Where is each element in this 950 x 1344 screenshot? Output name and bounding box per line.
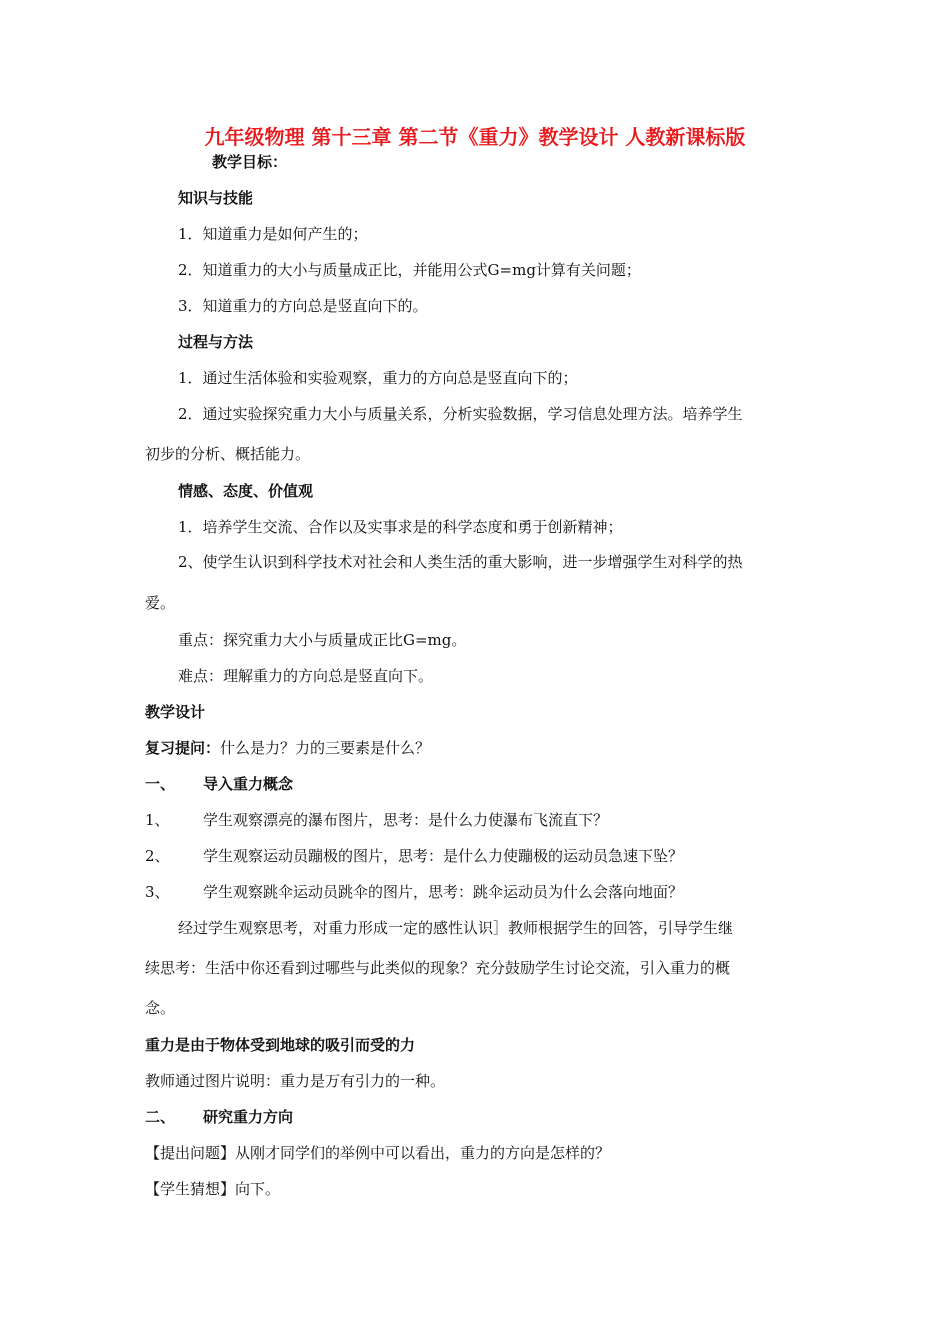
question-text: 从刚才同学们的举例中可以看出，重力的方向是怎样的？ (235, 1144, 611, 1162)
knowledge-item: 3．知道重力的方向总是竖直向下的。 (178, 297, 428, 315)
section-one-heading (145, 774, 293, 794)
attitude-item-continued: 爱。 (145, 594, 176, 612)
list-item (145, 882, 683, 902)
review-question (145, 738, 430, 758)
attitude-heading: 情感、态度、价值观 (178, 482, 314, 500)
list-item-number: 3、 (145, 883, 170, 901)
objectives-label: 教学目标： (212, 153, 288, 171)
process-item: 2．通过实验探究重力大小与质量关系，分析实验数据，学习信息处理方法。培养学生 (178, 405, 743, 423)
list-item-text: 学生观察跳伞运动员跳伞的图片，思考：跳伞运动员为什么会落向地面？ (203, 883, 684, 901)
knowledge-item: 2．知道重力的大小与质量成正比，并能用公式G=mg计算有关问题； (178, 261, 641, 279)
paragraph-line: 续思考：生活中你还看到过哪些与此类似的现象？充分鼓励学生讨论交流，引入重力的概 (145, 959, 731, 977)
list-item-number: 1、 (145, 811, 170, 829)
section-one-number: 一、 (145, 775, 176, 793)
section-two-title: 研究重力方向 (203, 1108, 294, 1126)
guess-text: 向下。 (235, 1180, 281, 1198)
gravity-definition: 重力是由于物体受到地球的吸引而受的力 (145, 1036, 416, 1054)
review-text: 什么是力？力的三要素是什么？ (220, 739, 431, 757)
list-item-text: 学生观察漂亮的瀑布图片，思考：是什么力使瀑布飞流直下？ (203, 811, 609, 829)
attitude-item: 1．培养学生交流、合作以及实事求是的科学态度和勇于创新精神； (178, 518, 623, 536)
attitude-item: 2、使学生认识到科学技术对社会和人类生活的重大影响，进一步增强学生对科学的热 (178, 553, 743, 571)
list-item (145, 846, 683, 866)
knowledge-item: 1．知道重力是如何产生的； (178, 225, 368, 243)
knowledge-heading: 知识与技能 (178, 189, 254, 207)
guess-line (145, 1179, 280, 1199)
section-one-title: 导入重力概念 (203, 775, 294, 793)
question-line (145, 1143, 610, 1163)
section-two-heading (145, 1107, 293, 1127)
paragraph-line: 念。 (145, 999, 176, 1017)
process-item-continued: 初步的分析、概括能力。 (145, 445, 311, 463)
design-heading: 教学设计 (145, 703, 206, 721)
difficulty-point: 难点：理解重力的方向总是竖直向下。 (178, 667, 434, 685)
process-item: 1．通过生活体验和实验观察，重力的方向总是竖直向下的； (178, 369, 578, 387)
key-point: 重点：探究重力大小与质量成正比G=mg。 (178, 631, 467, 649)
paragraph-line: 经过学生观察思考，对重力形成一定的感性认识］教师根据学生的回答，引导学生继 (178, 919, 734, 937)
document-title: 九年级物理 第十三章 第二节《重力》教学设计 人教新课标版 (204, 125, 746, 149)
list-item-number: 2、 (145, 847, 170, 865)
section-two-number: 二、 (145, 1108, 176, 1126)
teacher-note: 教师通过图片说明：重力是万有引力的一种。 (145, 1072, 446, 1090)
question-tag: 【提出问题】 (145, 1144, 236, 1162)
list-item (145, 810, 608, 830)
list-item-text: 学生观察运动员蹦极的图片，思考：是什么力使蹦极的运动员急速下坠？ (203, 847, 684, 865)
review-label: 复习提问： (145, 739, 221, 757)
process-heading: 过程与方法 (178, 333, 254, 351)
guess-tag: 【学生猜想】 (145, 1180, 236, 1198)
